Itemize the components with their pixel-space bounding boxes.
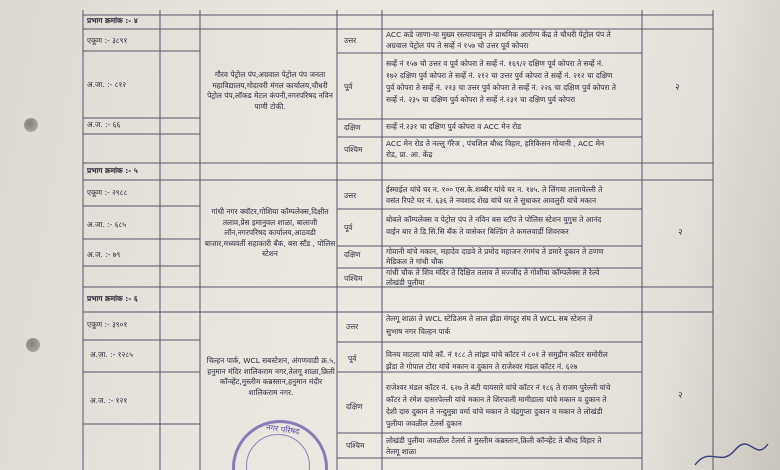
boundary-east: बोबले कॉम्पलेक्स व पेट्रोल पंप ते नविन बस स्टॉप ते पोलिस स्टेशन युगुस ते आनंद xyxy=(386,215,602,224)
direction-north: उत्तर xyxy=(346,322,359,331)
boundary-north: ACC कडे जाणा-या मुख्य रस्त्यापासुन ते प्राथमिक आरोग्य केंद्र ते चौधरी पेट्रोल पंप ते xyxy=(386,30,611,39)
boundary-south: गोयानी यांचे मकान, महादेव दाडवे ते प्रमोद महाजन रंगमंच ते डमारे दुकान ते ठणण xyxy=(386,247,604,256)
total-population: एकूण :- २९८८ xyxy=(87,188,128,197)
ward-heading: प्रभाग क्रमांक :- ६ xyxy=(87,294,138,303)
boundary-east: विनय माटला यांचे कॉ. नं १८८ ते लांझा यांचे कॉटर नं ८०१ ते समुद्रीन कॉटर समोरील xyxy=(386,350,608,359)
direction-east: पूर्व xyxy=(344,82,353,91)
st-population: अ.ज. :- १२१ xyxy=(90,396,128,405)
boundary-north: वसंत रिपटे घर नं. ६३६ ते नवशाद शेख यांचे घर ते सुधाकर आवलुरी यांचे मकान xyxy=(386,196,597,205)
boundary-south: सर्व्हे नं.२३१ चा दक्षिण पुर्व कोपरा व ACC मेन रोड xyxy=(386,122,522,131)
boundary-north: सुभाष नगर चिल्हन पार्क xyxy=(386,327,451,336)
boundary-west: ACC मेन रोड ते नल्लु गॅरेज , पंचशिल बौध्द विहार, हरिकिसन गोयानी , ACC मेन xyxy=(386,139,605,148)
boundary-east: वाईन बार ते डि.सि.सि बॅंक ते वासेकर बिल्डिंग ते कमलवार्डी शिवरकर xyxy=(386,227,569,236)
total-population: एकूण :- ३८९१ xyxy=(87,36,128,45)
serial-number: २ xyxy=(678,391,683,401)
boundary-east: सर्व्हे नं. २३५ चा दक्षिण पुर्व कोपरा ते सर्व्हे नं.२३१ चा दक्षिण पुर्व कोपरा xyxy=(386,95,576,104)
boundary-south: देशी दारु दुकान ते नन्दुमुन्ना वर्मा यांचे मकान ते चंद्रगुप्ता दुकान व मकान ते लोखंडी xyxy=(386,407,603,416)
boundary-south: कॉटर ते रमेश दासरपेल्ली यांचे मकान ते शिरपाली मामीडाला यांचे मकान व दुकान ते xyxy=(386,395,607,404)
direction-north: उत्तर xyxy=(344,191,357,200)
signature xyxy=(690,440,770,470)
total-population: एकूण :- ३९०१ xyxy=(87,320,128,329)
serial-number: २ xyxy=(678,228,683,238)
boundary-south: मेडिकल ते गांधी चौक xyxy=(386,257,444,266)
serial-number: २ xyxy=(675,83,680,93)
boundary-west: लोखंडी पुलीया xyxy=(386,278,425,287)
stamp-text: नगर परिषद xyxy=(265,422,300,437)
boundary-north: अग्रवाल पेट्रोल पंप ते सर्व्हे नं १५७ चो उत्तर पूर्व कोपरा xyxy=(386,41,529,50)
boundary-south: पुलीया जवळील टेलर्स दुकान xyxy=(386,419,462,428)
sc-population: अ.जा. :- १२८५ xyxy=(90,350,133,359)
sc-population: अ.जा. :- ८१२ xyxy=(87,80,127,89)
sc-population: अ.जा. :- ६८५ xyxy=(87,220,127,229)
direction-east: पूर्व xyxy=(348,354,357,363)
direction-north: उत्तर xyxy=(344,36,357,45)
boundary-west: रोड, प्रा. आ. केंद्र xyxy=(386,150,433,159)
boundary-west: गांधी चौक ते शिव मंदिर ते दिक्षित तलाव ते मज्जीद ते गोशीया कॉम्पलेक्स ते रेल्वे xyxy=(386,268,600,277)
ward-heading: प्रभाग क्रमांक :- ४ xyxy=(87,16,138,25)
boundary-west: लोखंडी पुलीया जवळील टेलर्स ते मुस्लीम कब्रस्तान,क्रिती कॉन्व्हेंट ते बौध्द विहार ते xyxy=(386,436,602,445)
ward-area-description: चिल्हन पार्क, WCL सबस्टेशन, अंगणवाडी क्र.५, हनुमान मंदिर शालिकराम नगर,तेलगू शाळा,क्रिती कॉन्व्हेंट,मुस्लीम कब्रस्तान,हनुमान मंदीर शालिकराम नगर. xyxy=(206,356,336,397)
direction-west: पश्चिम xyxy=(344,274,363,283)
ward-area-description: गौरव पेट्रोल पंप,अग्रवाल पेट्रोल पंप जनता महाविद्यालय,गोदावरी मंगल कार्यालय,चौधरी पेट्रोल पंप,लॉकड मेटल कंपनी,नगरपरिषद नविन पाणी टोकी. xyxy=(207,70,333,111)
direction-east: पूर्व xyxy=(344,223,353,232)
boundary-east: पुर्व कोपरा ते सर्व्हे नं. २१३ चा उत्तर पुर्व कोपरा ते सर्व्हे नं. २२६ चा दक्षिण पुर्व कोपरा ते xyxy=(386,83,616,92)
direction-south: दक्षिण xyxy=(344,250,361,259)
direction-west: पश्चिम xyxy=(344,145,363,154)
boundary-south: राजेश्वर मंडल कॉटर नं. ६२७ ते बंटी यायसारे यांचे कॉटर नं १८६ ते राजम पुरेल्ली यांचे xyxy=(386,383,611,392)
direction-south: दक्षिण xyxy=(344,123,361,132)
st-population: अ.ज. :- ७९ xyxy=(87,250,121,259)
boundary-east: झेंडा ते गोपाल टोरा यांचे मकान व दुकान ते राजेश्वर मंडल कॉटर नं. ६२७ xyxy=(386,362,578,371)
direction-west: पश्चिम xyxy=(346,441,365,450)
ward-heading: प्रभाग क्रमांक :- ५ xyxy=(87,166,138,175)
boundary-east: सर्व्हे नं १५७ चो उत्तर व पूर्व कोपरा ते सर्व्हे नं. १६९/२ दक्षिण पूर्व कोपरा ते सर्व्हे नं. xyxy=(386,59,604,68)
boundary-north: तेलगू शाळा ते WCL स्टेडिअम ते लाल झेंडा मंगदूर संघ ते WCL सब स्टेशन ते xyxy=(386,314,593,323)
ward-area-description: गांधी नगर क्वॉटर,गोशिया कॉम्पलेक्स,दिक्षीत तलाव,प्रेस इमानुवल शाळा, बालाजी लॉन,नगरपरिषद कार्यालय,आठवडी बाजार,मध्यवर्ती सहाकारी बँक, बस स्टँड , पोलिस स्टेशन xyxy=(204,207,336,259)
boundary-north: ईस्माईल यांचे घर न. १०० एस.के.शब्बीर यांचे घर न. १४५. ते लिंगया तालापेल्ली ते xyxy=(386,185,603,194)
boundary-east: १७२ दक्षिण पुर्व कोपरा ते सर्व्हे नं. २१२ चा उत्तर पुर्व कोपरा ते सर्व्हे नं. २१२ चा दक्षिण xyxy=(386,71,613,80)
direction-south: दक्षिण xyxy=(346,402,363,411)
st-population: अ.ज. :- ६६ xyxy=(87,120,121,129)
boundary-west: तेलगू शाळा xyxy=(386,447,417,456)
